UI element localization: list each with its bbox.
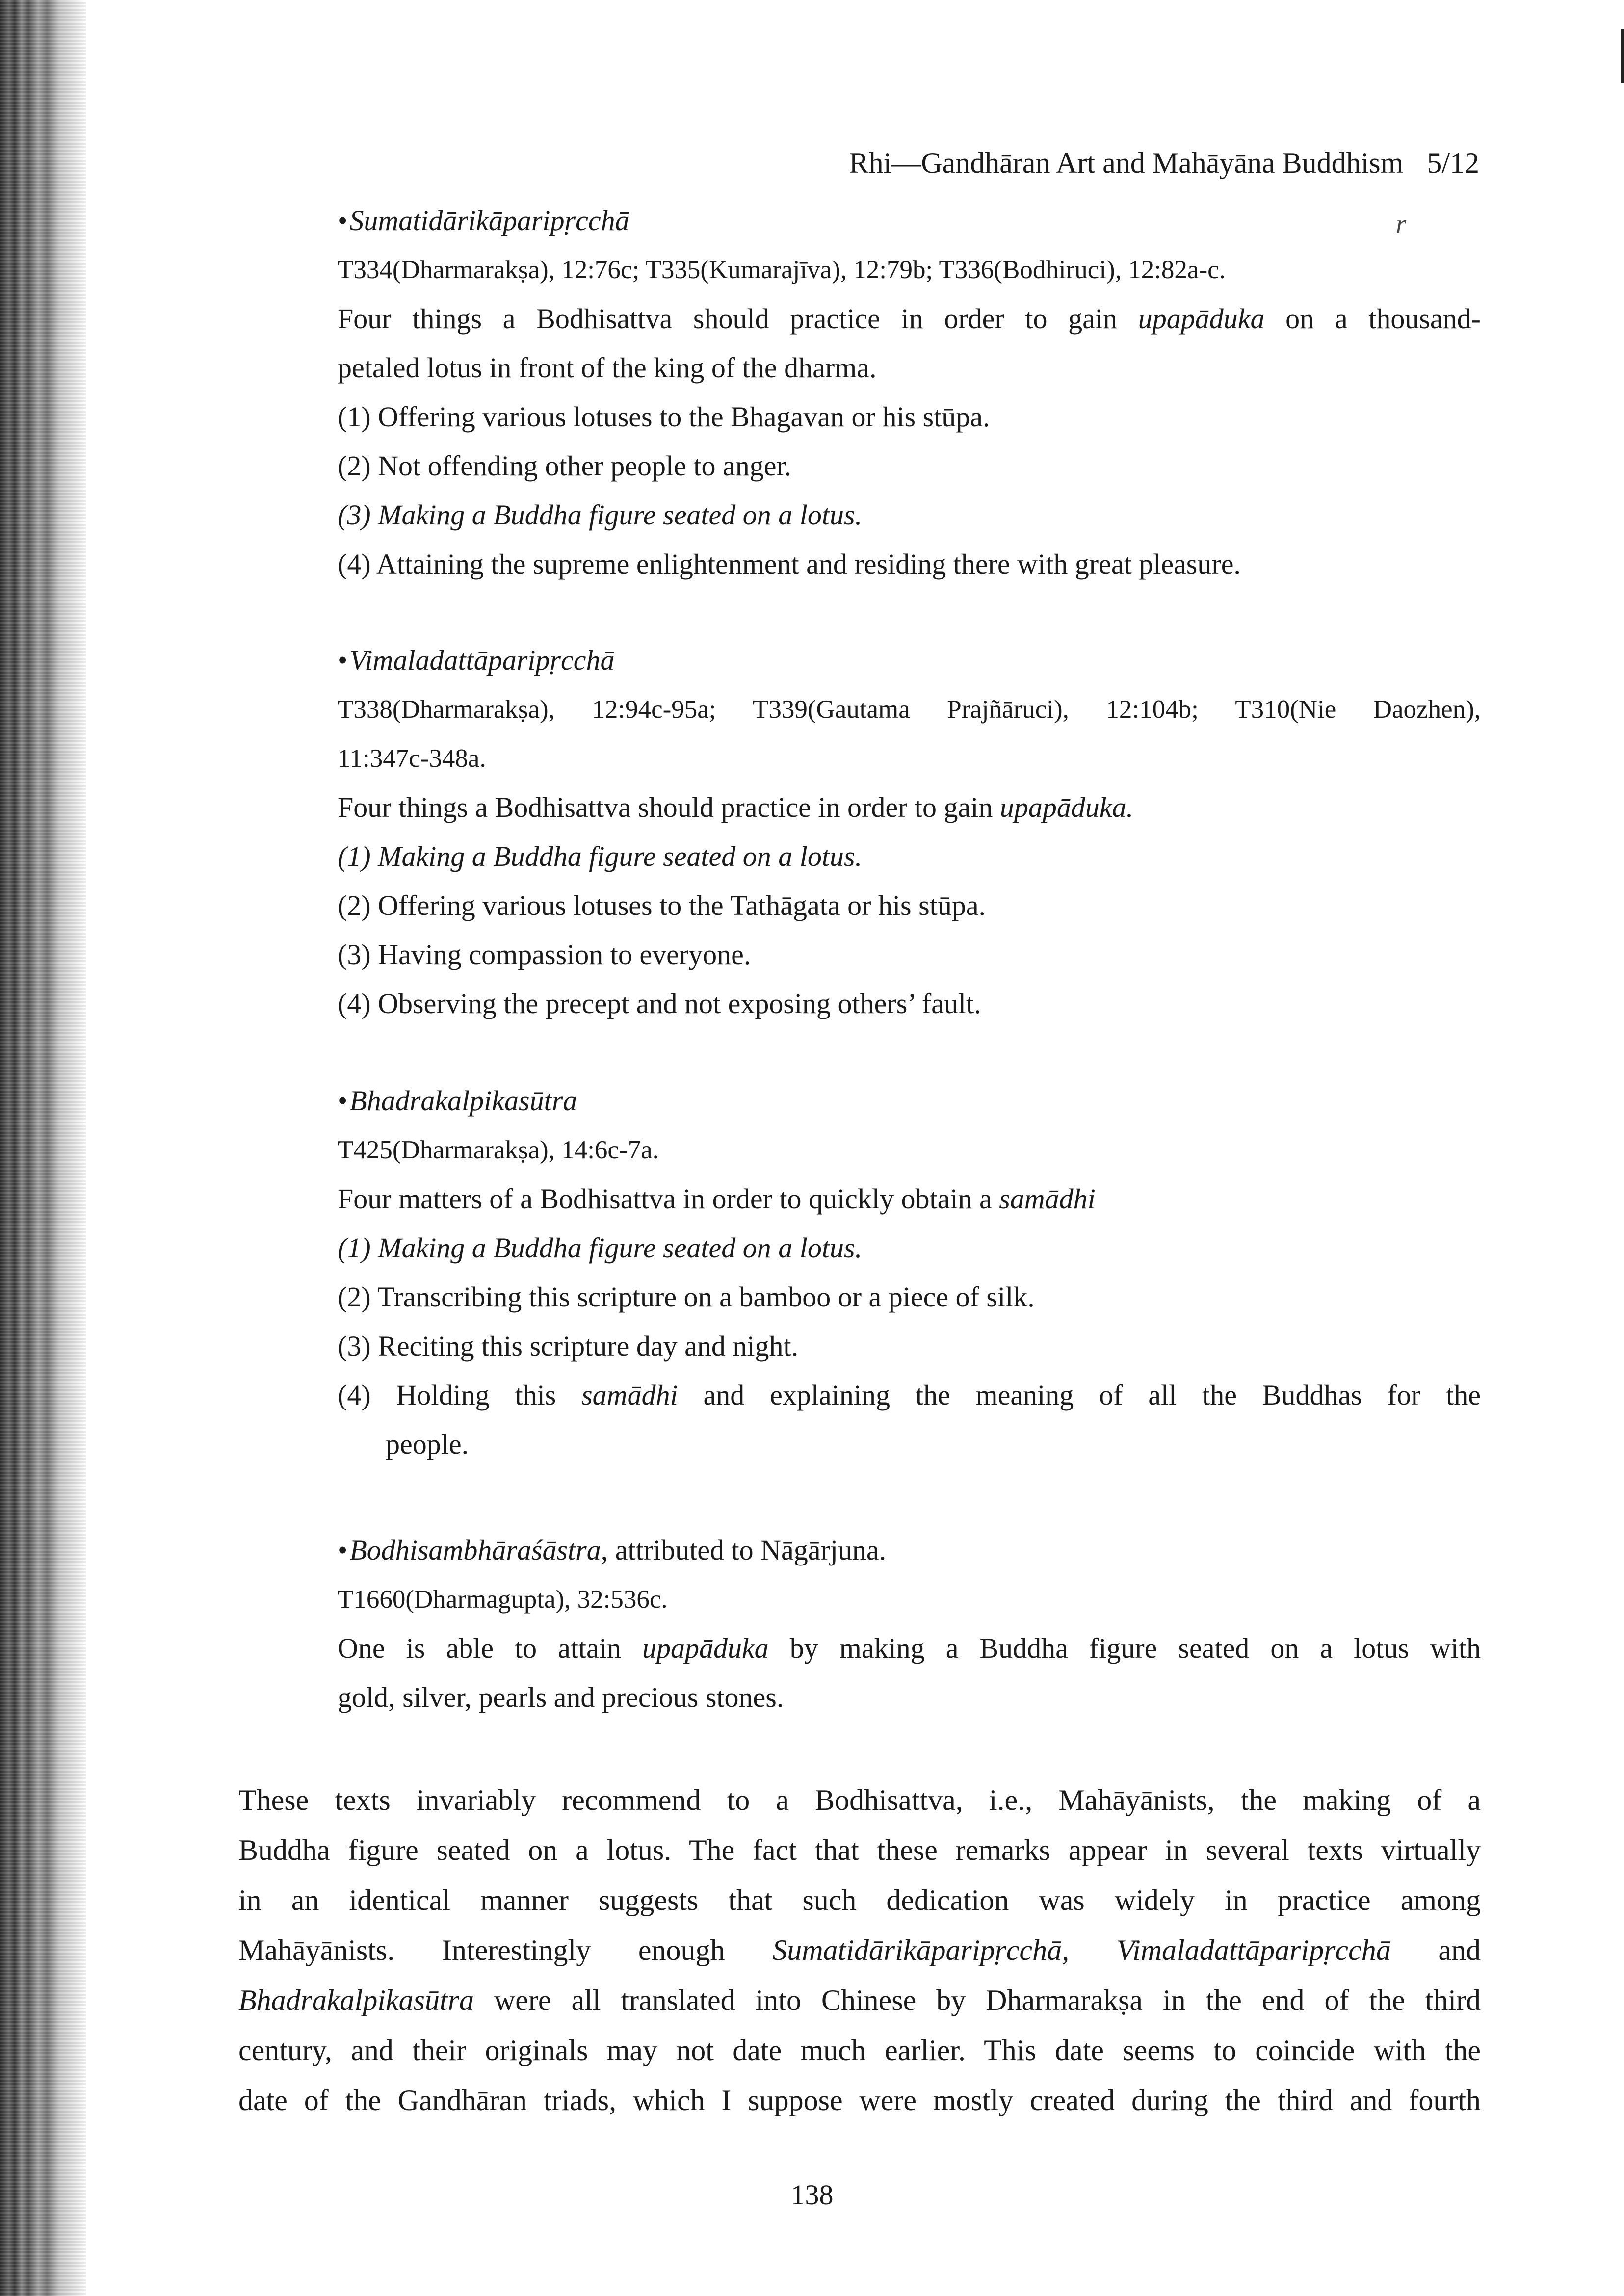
- running-head-page: 5/12: [1427, 147, 1479, 179]
- entry-sumatidarika: [338, 196, 1481, 589]
- bullet-icon: •: [338, 205, 348, 236]
- entry-intro: Four matters of a Bodhisattva in order to quickly obtain a samādhi: [338, 1183, 1096, 1215]
- running-head-title: Rhi—Gandhāran Art and Mahāyāna Buddhism: [849, 147, 1404, 179]
- list-item-cont: people.: [386, 1428, 469, 1460]
- entry-title-text: Sumatidārikāparipṛcchā: [349, 205, 629, 236]
- entry-intro: Four things a Bodhisattva should practice in order to gain upapāduka.: [338, 791, 1134, 823]
- entry-bodhisambhara: [338, 1526, 1481, 1722]
- entry-title-text: Bhadrakalpikasūtra: [349, 1085, 577, 1117]
- list-item: (4) Observing the precept and not exposing others’ fault.: [338, 988, 981, 1019]
- entry-vimaladatta: [338, 636, 1481, 1028]
- entry-citation: T338(Dharmarakṣa), 12:94c-95a; T339(Gautama Prajñāruci), 12:104b; T310(Nie Daozhen),: [338, 695, 1481, 724]
- entry-citation: T425(Dharmarakṣa), 14:6c-7a.: [338, 1136, 659, 1164]
- list-item: (1) Making a Buddha figure seated on a lotus.: [338, 1232, 863, 1264]
- paragraph-line: in an identical manner suggests that such dedication was widely in practice among: [238, 1884, 1481, 1916]
- list-item: (3) Having compassion to everyone.: [338, 939, 751, 970]
- paragraph-line: Buddha figure seated on a lotus. The fact that these remarks appear in several texts virtually: [238, 1834, 1481, 1866]
- entry-text-cont: gold, silver, pearls and precious stones.: [338, 1681, 784, 1713]
- list-item: (1) Offering various lotuses to the Bhagavan or his stūpa.: [338, 401, 990, 433]
- margin-mark: r: [1396, 209, 1407, 238]
- entry-citation-cont: 11:347c-348a.: [338, 744, 486, 773]
- bullet-icon: •: [338, 1085, 348, 1117]
- entry-intro: Four things a Bodhisattva should practice in order to gain upapāduka on a thousand-: [338, 303, 1481, 335]
- list-item: (4) Holding this samādhi and explaining the meaning of all the Buddhas for the: [338, 1379, 1481, 1411]
- paragraph-line: century, and their originals may not date much earlier. This date seems to coincide with the: [238, 2034, 1481, 2066]
- entry-citation: T1660(Dharmagupta), 32:536c.: [338, 1585, 668, 1614]
- paragraph-line: These texts invariably recommend to a Bodhisattva, i.e., Mahāyānists, the making of a: [238, 1784, 1481, 1816]
- list-item: (2) Not offending other people to anger.: [338, 450, 792, 482]
- list-item: (3) Making a Buddha figure seated on a lotus.: [338, 499, 863, 531]
- paragraph-line: Bhadrakalpikasūtra were all translated into Chinese by Dharmarakṣa in the end of the third: [238, 1984, 1481, 2016]
- list-item: (2) Offering various lotuses to the Tathāgata or his stūpa.: [338, 889, 986, 921]
- page-number: 138: [790, 2179, 834, 2211]
- entry-intro-cont: petaled lotus in front of the king of the dharma.: [338, 352, 877, 384]
- entry-title-text: Vimaladattāparipṛcchā: [349, 644, 615, 676]
- body-paragraph: [238, 1775, 1481, 2125]
- running-head: [849, 146, 1479, 180]
- bullet-icon: •: [338, 1534, 348, 1566]
- entry-text: One is able to attain upapāduka by making a Buddha figure seated on a lotus with: [338, 1632, 1481, 1664]
- list-item: (2) Transcribing this scripture on a bamboo or a piece of silk.: [338, 1281, 1035, 1313]
- list-item: (1) Making a Buddha figure seated on a lotus.: [338, 840, 863, 872]
- entry-title-suffix: , attributed to Nāgārjuna.: [601, 1534, 887, 1566]
- entry-bhadrakalpika: [338, 1076, 1481, 1469]
- entry-title: [338, 1076, 1481, 1125]
- scan-binding-edge: [0, 0, 86, 2296]
- list-item: (3) Reciting this scripture day and night.: [338, 1330, 799, 1362]
- entry-title: [338, 636, 1481, 685]
- entry-title: [338, 1526, 1481, 1575]
- entry-citation: T334(Dharmarakṣa), 12:76c; T335(Kumarajīva), 12:79b; T336(Bodhiruci), 12:82a-c.: [338, 256, 1226, 284]
- list-item: (4) Attaining the supreme enlightenment and residing there with great pleasure.: [338, 548, 1241, 580]
- paragraph-line: Mahāyānists. Interestingly enough Sumatidārikāparipṛcchā, Vimaladattāparipṛcchā and: [238, 1934, 1481, 1966]
- bullet-icon: •: [338, 644, 348, 676]
- scan-edge-mark: [1621, 29, 1624, 83]
- entry-title-text: Bodhisambhāraśāstra: [349, 1534, 601, 1566]
- paragraph-line: date of the Gandhāran triads, which I suppose were mostly created during the third and fourth: [238, 2084, 1481, 2116]
- entry-title: [338, 196, 1481, 245]
